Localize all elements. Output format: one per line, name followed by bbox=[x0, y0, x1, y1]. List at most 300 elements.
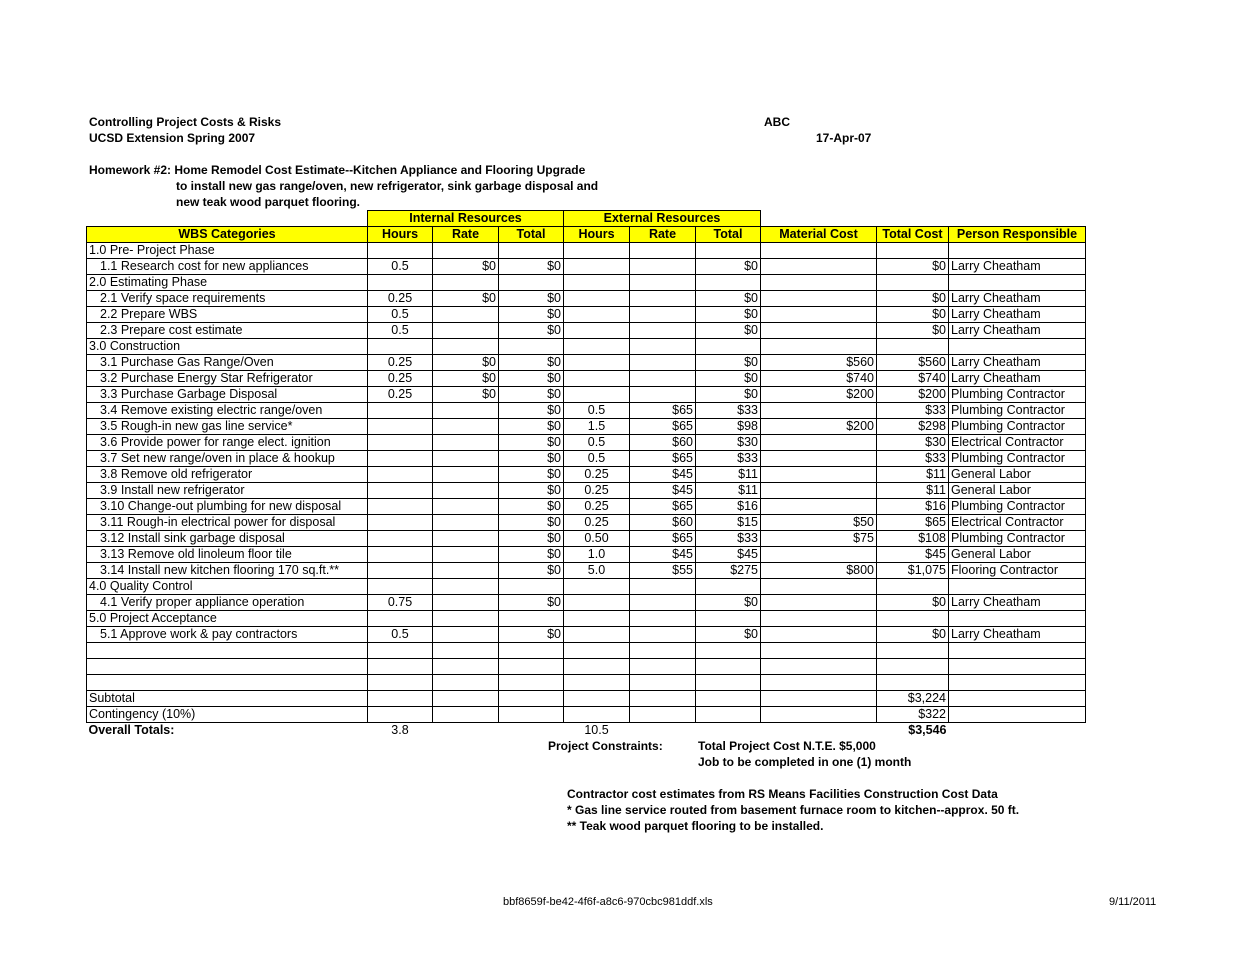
table-cell bbox=[696, 643, 761, 659]
table-cell: $200 bbox=[761, 419, 877, 435]
table-cell bbox=[761, 403, 877, 419]
table-cell bbox=[433, 467, 499, 483]
table-cell: $0 bbox=[499, 467, 564, 483]
table-cell bbox=[761, 243, 877, 259]
table-cell: $740 bbox=[877, 371, 949, 387]
wbs-cell: 3.10 Change-out plumbing for new disposal bbox=[87, 499, 368, 515]
empty-cell bbox=[630, 723, 696, 739]
table-cell: Larry Cheatham bbox=[949, 291, 1086, 307]
table-cell bbox=[499, 659, 564, 675]
table-cell: $0 bbox=[696, 595, 761, 611]
table-cell bbox=[564, 339, 630, 355]
table-cell: $75 bbox=[761, 531, 877, 547]
table-row bbox=[87, 275, 1086, 291]
table-cell: $65 bbox=[630, 451, 696, 467]
table-cell: Larry Cheatham bbox=[949, 307, 1086, 323]
table-cell bbox=[433, 435, 499, 451]
wbs-cell: 3.2 Purchase Energy Star Refrigerator bbox=[87, 371, 368, 387]
table-cell: General Labor bbox=[949, 483, 1086, 499]
table-cell: Larry Cheatham bbox=[949, 259, 1086, 275]
table-cell: $0 bbox=[433, 387, 499, 403]
table-cell: 1.0 bbox=[564, 547, 630, 563]
table-row bbox=[87, 419, 1086, 435]
table-cell bbox=[761, 611, 877, 627]
table-cell: 0.5 bbox=[564, 403, 630, 419]
note-gas-line: * Gas line service routed from basement furnace room to kitchen--approx. 50 ft. bbox=[567, 803, 1020, 817]
column-header: Total bbox=[696, 227, 761, 243]
table-cell bbox=[630, 371, 696, 387]
table-cell bbox=[761, 499, 877, 515]
table-row bbox=[87, 323, 1086, 339]
table-cell bbox=[630, 307, 696, 323]
table-cell: $0 bbox=[877, 291, 949, 307]
table-cell bbox=[877, 643, 949, 659]
table-cell: $322 bbox=[877, 707, 949, 723]
table-cell bbox=[433, 515, 499, 531]
table-cell: $11 bbox=[877, 483, 949, 499]
table-cell: $60 bbox=[630, 435, 696, 451]
column-header: Rate bbox=[433, 227, 499, 243]
table-cell: 0.25 bbox=[564, 499, 630, 515]
wbs-cell bbox=[87, 643, 368, 659]
table-cell: 0.25 bbox=[564, 515, 630, 531]
internal-resources-header: Internal Resources bbox=[368, 211, 564, 227]
table-cell bbox=[761, 435, 877, 451]
table-cell bbox=[761, 323, 877, 339]
table-cell bbox=[499, 275, 564, 291]
table-row bbox=[87, 483, 1086, 499]
note-source: Contractor cost estimates from RS Means Facilities Construction Cost Data bbox=[567, 787, 998, 801]
table-cell: Plumbing Contractor bbox=[949, 419, 1086, 435]
table-cell bbox=[630, 291, 696, 307]
table-cell: Plumbing Contractor bbox=[949, 451, 1086, 467]
table-cell bbox=[564, 387, 630, 403]
table-cell bbox=[761, 259, 877, 275]
table-cell: 0.5 bbox=[564, 451, 630, 467]
table-cell: $0 bbox=[499, 323, 564, 339]
table-cell bbox=[368, 451, 433, 467]
course-title: Controlling Project Costs & Risks bbox=[89, 115, 282, 129]
table-cell: $45 bbox=[630, 467, 696, 483]
table-row bbox=[87, 259, 1086, 275]
table-row bbox=[87, 515, 1086, 531]
table-cell: $15 bbox=[696, 515, 761, 531]
table-row bbox=[87, 627, 1086, 643]
totals-cell: $3,546 bbox=[908, 723, 947, 737]
table-cell bbox=[368, 275, 433, 291]
table-cell: $108 bbox=[877, 531, 949, 547]
table-cell: Plumbing Contractor bbox=[949, 387, 1086, 403]
table-cell: $30 bbox=[877, 435, 949, 451]
wbs-cell: 1.0 Pre- Project Phase bbox=[87, 243, 368, 259]
table-cell bbox=[368, 643, 433, 659]
table-cell bbox=[433, 339, 499, 355]
wbs-cell: 1.1 Research cost for new appliances bbox=[87, 259, 368, 275]
homework-desc-line3: new teak wood parquet flooring. bbox=[176, 195, 361, 209]
table-cell: $0 bbox=[499, 259, 564, 275]
table-cell bbox=[564, 691, 630, 707]
table-cell bbox=[949, 675, 1086, 691]
table-cell: $0 bbox=[877, 307, 949, 323]
table-cell bbox=[761, 291, 877, 307]
table-cell bbox=[368, 243, 433, 259]
table-cell bbox=[564, 307, 630, 323]
table-row bbox=[87, 467, 1086, 483]
table-cell: 0.5 bbox=[368, 307, 433, 323]
wbs-cell: 2.0 Estimating Phase bbox=[87, 275, 368, 291]
table-cell bbox=[696, 691, 761, 707]
table-cell bbox=[433, 307, 499, 323]
table-cell: $16 bbox=[877, 499, 949, 515]
table-cell bbox=[433, 451, 499, 467]
table-cell bbox=[696, 243, 761, 259]
table-cell: $45 bbox=[877, 547, 949, 563]
table-cell: $0 bbox=[499, 387, 564, 403]
table-cell: $0 bbox=[499, 419, 564, 435]
table-cell: $0 bbox=[499, 627, 564, 643]
table-cell: $33 bbox=[696, 403, 761, 419]
column-header: Rate bbox=[630, 227, 696, 243]
table-cell bbox=[761, 595, 877, 611]
table-cell bbox=[499, 675, 564, 691]
table-cell: $0 bbox=[696, 371, 761, 387]
table-cell bbox=[761, 659, 877, 675]
table-cell bbox=[433, 643, 499, 659]
table-cell: $0 bbox=[877, 323, 949, 339]
table-cell: $0 bbox=[499, 531, 564, 547]
table-cell bbox=[433, 611, 499, 627]
table-row bbox=[87, 291, 1086, 307]
table-cell: $65 bbox=[630, 403, 696, 419]
totals-cell: 10.5 bbox=[584, 723, 609, 737]
table-cell: 0.5 bbox=[368, 323, 433, 339]
table-cell bbox=[433, 403, 499, 419]
empty-cell bbox=[499, 723, 564, 739]
table-cell: $98 bbox=[696, 419, 761, 435]
table-row bbox=[87, 531, 1086, 547]
table-row bbox=[87, 643, 1086, 659]
table-cell bbox=[368, 339, 433, 355]
table-row bbox=[87, 451, 1086, 467]
table-cell: $560 bbox=[761, 355, 877, 371]
table-cell: $0 bbox=[499, 291, 564, 307]
table-cell: $0 bbox=[696, 307, 761, 323]
document-date: 17-Apr-07 bbox=[816, 131, 872, 145]
table-cell bbox=[433, 531, 499, 547]
table-cell bbox=[630, 355, 696, 371]
table-cell bbox=[630, 595, 696, 611]
homework-title: Homework #2: Home Remodel Cost Estimate--Kitchen Appliance and Flooring Upgrade bbox=[89, 163, 586, 177]
table-cell bbox=[761, 275, 877, 291]
table-cell: $1,075 bbox=[877, 563, 949, 579]
table-cell: $60 bbox=[630, 515, 696, 531]
table-cell: $740 bbox=[761, 371, 877, 387]
table-cell bbox=[499, 339, 564, 355]
table-cell bbox=[564, 643, 630, 659]
table-cell bbox=[761, 547, 877, 563]
table-cell bbox=[499, 243, 564, 259]
table-cell bbox=[368, 547, 433, 563]
table-row bbox=[87, 691, 1086, 707]
table-cell: $0 bbox=[499, 595, 564, 611]
table-cell: $45 bbox=[630, 483, 696, 499]
table-cell bbox=[761, 307, 877, 323]
table-cell bbox=[630, 339, 696, 355]
constraint-cost: Total Project Cost N.T.E. $5,000 bbox=[698, 739, 876, 753]
table-cell: Electrical Contractor bbox=[949, 435, 1086, 451]
wbs-cell: 3.13 Remove old linoleum floor tile bbox=[87, 547, 368, 563]
table-cell bbox=[761, 483, 877, 499]
table-cell: 0.25 bbox=[368, 291, 433, 307]
table-cell bbox=[564, 259, 630, 275]
table-cell bbox=[564, 371, 630, 387]
table-cell bbox=[630, 675, 696, 691]
table-cell: $0 bbox=[433, 355, 499, 371]
table-cell bbox=[499, 691, 564, 707]
table-cell bbox=[368, 659, 433, 675]
table-cell: $560 bbox=[877, 355, 949, 371]
table-cell bbox=[877, 611, 949, 627]
table-cell bbox=[949, 691, 1086, 707]
table-cell: $0 bbox=[499, 451, 564, 467]
table-cell bbox=[433, 595, 499, 611]
table-cell bbox=[564, 707, 630, 723]
table-cell bbox=[949, 579, 1086, 595]
table-cell bbox=[877, 675, 949, 691]
table-cell bbox=[499, 579, 564, 595]
wbs-cell: 3.1 Purchase Gas Range/Oven bbox=[87, 355, 368, 371]
wbs-cell: 2.1 Verify space requirements bbox=[87, 291, 368, 307]
table-cell bbox=[630, 579, 696, 595]
column-header: Total bbox=[499, 227, 564, 243]
table-cell bbox=[630, 691, 696, 707]
wbs-cell: 5.1 Approve work & pay contractors bbox=[87, 627, 368, 643]
table-cell: 0.5 bbox=[368, 627, 433, 643]
table-cell bbox=[696, 675, 761, 691]
table-row bbox=[87, 435, 1086, 451]
table-cell bbox=[761, 675, 877, 691]
table-cell bbox=[630, 275, 696, 291]
table-cell: $0 bbox=[499, 515, 564, 531]
table-row bbox=[87, 563, 1086, 579]
table-cell bbox=[949, 643, 1086, 659]
table-cell bbox=[630, 323, 696, 339]
table-cell: $800 bbox=[761, 563, 877, 579]
table-cell: $0 bbox=[499, 563, 564, 579]
wbs-cell: 3.0 Construction bbox=[87, 339, 368, 355]
wbs-cell: 4.0 Quality Control bbox=[87, 579, 368, 595]
table-cell bbox=[949, 707, 1086, 723]
table-row bbox=[87, 339, 1086, 355]
table-cell bbox=[630, 627, 696, 643]
column-header: Hours bbox=[564, 227, 630, 243]
table-cell: 0.5 bbox=[368, 259, 433, 275]
table-cell: $0 bbox=[499, 355, 564, 371]
overall-totals-row bbox=[87, 723, 1086, 739]
table-row bbox=[87, 707, 1086, 723]
table-cell: $0 bbox=[499, 435, 564, 451]
table-cell: $33 bbox=[877, 403, 949, 419]
empty-cell bbox=[949, 723, 1086, 739]
table-cell bbox=[949, 243, 1086, 259]
table-cell bbox=[368, 435, 433, 451]
external-resources-header: External Resources bbox=[564, 211, 761, 227]
table-cell: 1.5 bbox=[564, 419, 630, 435]
wbs-cell: 3.11 Rough-in electrical power for disposal bbox=[87, 515, 368, 531]
table-cell bbox=[761, 339, 877, 355]
table-cell bbox=[761, 643, 877, 659]
homework-desc-line2: to install new gas range/oven, new refrigerator, sink garbage disposal and bbox=[176, 179, 599, 193]
table-row bbox=[87, 579, 1086, 595]
table-cell bbox=[368, 499, 433, 515]
table-cell bbox=[433, 547, 499, 563]
table-cell: $0 bbox=[433, 371, 499, 387]
table-cell bbox=[761, 451, 877, 467]
table-cell bbox=[433, 323, 499, 339]
constraints-label: Project Constraints: bbox=[548, 739, 663, 753]
wbs-cell: 3.3 Purchase Garbage Disposal bbox=[87, 387, 368, 403]
table-cell: $0 bbox=[696, 291, 761, 307]
table-cell bbox=[433, 707, 499, 723]
table-cell: $33 bbox=[696, 531, 761, 547]
table-cell bbox=[368, 691, 433, 707]
table-cell bbox=[630, 643, 696, 659]
table-cell: Electrical Contractor bbox=[949, 515, 1086, 531]
table-row bbox=[87, 307, 1086, 323]
course-subtitle: UCSD Extension Spring 2007 bbox=[89, 131, 256, 145]
table-cell: $0 bbox=[877, 259, 949, 275]
wbs-cell: 2.2 Prepare WBS bbox=[87, 307, 368, 323]
table-cell: $275 bbox=[696, 563, 761, 579]
table-cell: $0 bbox=[499, 307, 564, 323]
table-cell: Plumbing Contractor bbox=[949, 531, 1086, 547]
table-cell bbox=[877, 339, 949, 355]
table-cell: 0.5 bbox=[564, 435, 630, 451]
table-cell: $45 bbox=[630, 547, 696, 563]
table-cell bbox=[630, 707, 696, 723]
table-cell: $200 bbox=[761, 387, 877, 403]
table-cell: Larry Cheatham bbox=[949, 627, 1086, 643]
column-header: Hours bbox=[368, 227, 433, 243]
table-cell: $0 bbox=[499, 371, 564, 387]
cost-estimate-table bbox=[86, 210, 1086, 738]
table-cell: $50 bbox=[761, 515, 877, 531]
table-cell: $33 bbox=[877, 451, 949, 467]
table-cell: 5.0 bbox=[564, 563, 630, 579]
table-cell: $0 bbox=[696, 259, 761, 275]
table-cell bbox=[877, 659, 949, 675]
table-cell bbox=[564, 579, 630, 595]
table-cell bbox=[564, 627, 630, 643]
table-cell bbox=[433, 659, 499, 675]
table-cell: Larry Cheatham bbox=[949, 595, 1086, 611]
table-cell bbox=[630, 659, 696, 675]
table-row bbox=[87, 355, 1086, 371]
table-cell bbox=[949, 339, 1086, 355]
table-cell bbox=[368, 563, 433, 579]
table-cell bbox=[564, 659, 630, 675]
table-cell: $298 bbox=[877, 419, 949, 435]
table-cell bbox=[877, 579, 949, 595]
table-cell: Plumbing Contractor bbox=[949, 403, 1086, 419]
totals-cell: Overall Totals: bbox=[88, 723, 175, 737]
table-cell bbox=[696, 579, 761, 595]
wbs-cell: 3.7 Set new range/oven in place & hookup bbox=[87, 451, 368, 467]
table-cell: Flooring Contractor bbox=[949, 563, 1086, 579]
table-row bbox=[87, 499, 1086, 515]
wbs-cell: Contingency (10%) bbox=[87, 707, 368, 723]
table-cell: 0.25 bbox=[368, 355, 433, 371]
table-cell bbox=[564, 675, 630, 691]
table-row bbox=[87, 547, 1086, 563]
table-cell: $0 bbox=[433, 291, 499, 307]
table-cell bbox=[368, 531, 433, 547]
wbs-cell: 3.5 Rough-in new gas line service* bbox=[87, 419, 368, 435]
table-cell bbox=[368, 467, 433, 483]
table-cell bbox=[696, 611, 761, 627]
column-header: Person Responsible bbox=[949, 227, 1086, 243]
table-cell bbox=[630, 259, 696, 275]
table-row bbox=[87, 659, 1086, 675]
table-cell bbox=[368, 419, 433, 435]
table-cell bbox=[433, 563, 499, 579]
table-cell: $65 bbox=[877, 515, 949, 531]
table-cell bbox=[499, 611, 564, 627]
table-cell bbox=[499, 643, 564, 659]
table-cell: $30 bbox=[696, 435, 761, 451]
table-cell: $0 bbox=[433, 259, 499, 275]
table-cell bbox=[761, 707, 877, 723]
table-cell: $55 bbox=[630, 563, 696, 579]
empty-cell bbox=[761, 723, 877, 739]
table-row bbox=[87, 675, 1086, 691]
table-cell: $11 bbox=[877, 467, 949, 483]
table-cell bbox=[696, 659, 761, 675]
table-cell bbox=[368, 403, 433, 419]
table-cell bbox=[630, 387, 696, 403]
wbs-cell: 3.12 Install sink garbage disposal bbox=[87, 531, 368, 547]
table-cell bbox=[564, 611, 630, 627]
table-cell: 0.75 bbox=[368, 595, 433, 611]
table-row bbox=[87, 371, 1086, 387]
table-cell bbox=[696, 707, 761, 723]
table-cell bbox=[433, 691, 499, 707]
table-cell bbox=[564, 243, 630, 259]
column-header: WBS Categories bbox=[87, 227, 368, 243]
table-cell bbox=[433, 243, 499, 259]
wbs-cell: 3.4 Remove existing electric range/oven bbox=[87, 403, 368, 419]
table-cell: $0 bbox=[877, 595, 949, 611]
table-cell: $16 bbox=[696, 499, 761, 515]
wbs-cell: Subtotal bbox=[87, 691, 368, 707]
table-cell: $65 bbox=[630, 531, 696, 547]
table-cell: General Labor bbox=[949, 547, 1086, 563]
table-cell: $11 bbox=[696, 467, 761, 483]
table-cell: 0.25 bbox=[368, 387, 433, 403]
table-cell: $0 bbox=[696, 627, 761, 643]
column-header: Total Cost bbox=[877, 227, 949, 243]
table-cell bbox=[761, 467, 877, 483]
table-row bbox=[87, 611, 1086, 627]
empty-cell bbox=[433, 723, 499, 739]
table-cell bbox=[433, 675, 499, 691]
table-cell bbox=[368, 579, 433, 595]
table-row bbox=[87, 595, 1086, 611]
wbs-cell: 3.14 Install new kitchen flooring 170 sq.ft.** bbox=[87, 563, 368, 579]
table-cell bbox=[949, 659, 1086, 675]
table-cell: $0 bbox=[499, 403, 564, 419]
table-cell bbox=[630, 243, 696, 259]
